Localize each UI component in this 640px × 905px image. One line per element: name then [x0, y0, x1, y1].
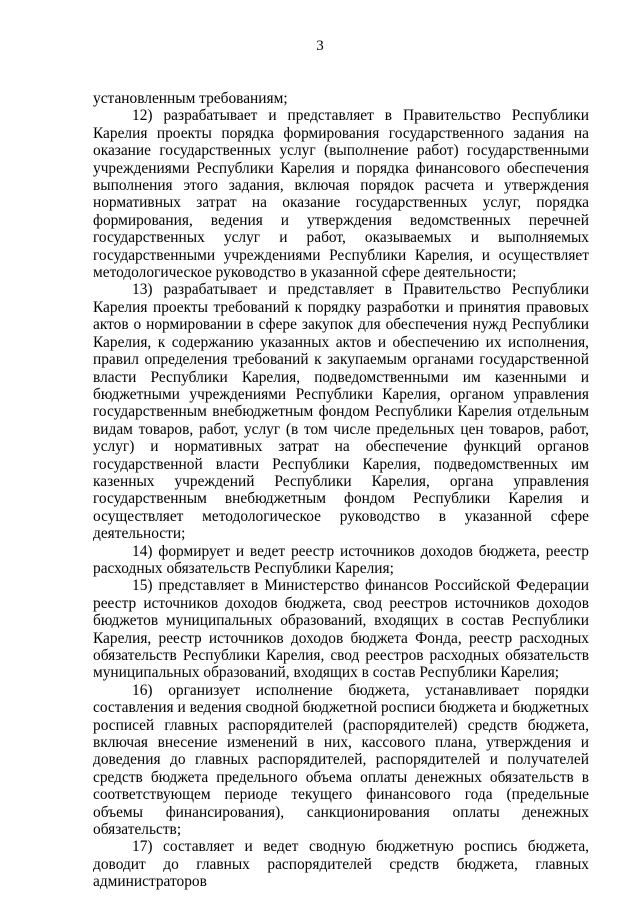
paragraph-item-14: 14) формирует и ведет реестр источников доходов бюджета, реестр расходных обязательств Республики Карелия;: [93, 542, 589, 577]
page-number: 3: [316, 38, 324, 54]
paragraph-continuation: установленным требованиям;: [93, 90, 288, 107]
paragraph-item-17: 17) составляет и ведет сводную бюджетную роспись бюджета, доводит до главных распорядителей средств бюджета, главных администраторов: [93, 838, 589, 891]
paragraph-item-15: 15) представляет в Министерство финансов Российской Федерации реестр источников доходов бюджета, свод реестров источников доходов бюджетов муниципальных образований, входящих в состав Республики Карелия, реестр источников доходов бюджета Фонда, реестр расходных обязательств Республики Карелия, свод реестров расходных обязательств муниципальных образований, входящих в состав Республики Карелия;: [93, 577, 589, 682]
paragraph-item-13: 13) разрабатывает и представляет в Правительство Республики Карелия проекты требований к порядку разработки и принятия правовых актов о нормировании в сфере закупок для обеспечения нужд Республики Карелия, к содержанию указанных актов и обеспечению их исполнения, правил определения требований к закупаемым органами государственной власти Республики Карелия, подведомственными им казенными и бюджетными учреждениями Республики Карелия, органом управления государственным внебюджетным фондом Республики Карелия отдельным видам товаров, работ, услуг (в том числе предельных цен товаров, работ, услуг) и нормативных затрат на обеспечение функций органов государственной власти Республики Карелия, подведомственных им казенных учреждений Республики Карелия, органа управления государственным внебюджетным фондом Республики Карелия и осуществляет методологическое руководство в указанной сфере деятельности;: [93, 281, 589, 543]
paragraph-item-12: 12) разрабатывает и представляет в Правительство Республики Карелия проекты порядка формирования государственного задания на оказание государственных услуг (выполнение работ) государственными учреждениями Республики Карелия и порядка финансового обеспечения выполнения этого задания, включая порядок расчета и утверждения нормативных затрат на оказание государственных услуг, порядка формирования, ведения и утверждения ведомственных перечней государственных услуг и работ, оказываемых и выполняемых государственными учреждениями Республики Карелия, и осуществляет методологическое руководство в указанной сфере деятельности;: [93, 107, 589, 282]
document-body: [93, 90, 589, 891]
paragraph-item-16: 16) организует исполнение бюджета, устанавливает порядки составления и ведения сводной бюджетной росписи бюджета и бюджетных росписей главных распорядителей (распорядителей) средств бюджета, включая внесение изменений в них, кассового плана, утверждения и доведения до главных распорядителей, распорядителей и получателей средств бюджета предельного объема оплаты денежных обязательств в соответствующем периоде текущего финансового года (предельные объемы финансирования), санкционирования оплаты денежных обязательств;: [93, 681, 589, 839]
